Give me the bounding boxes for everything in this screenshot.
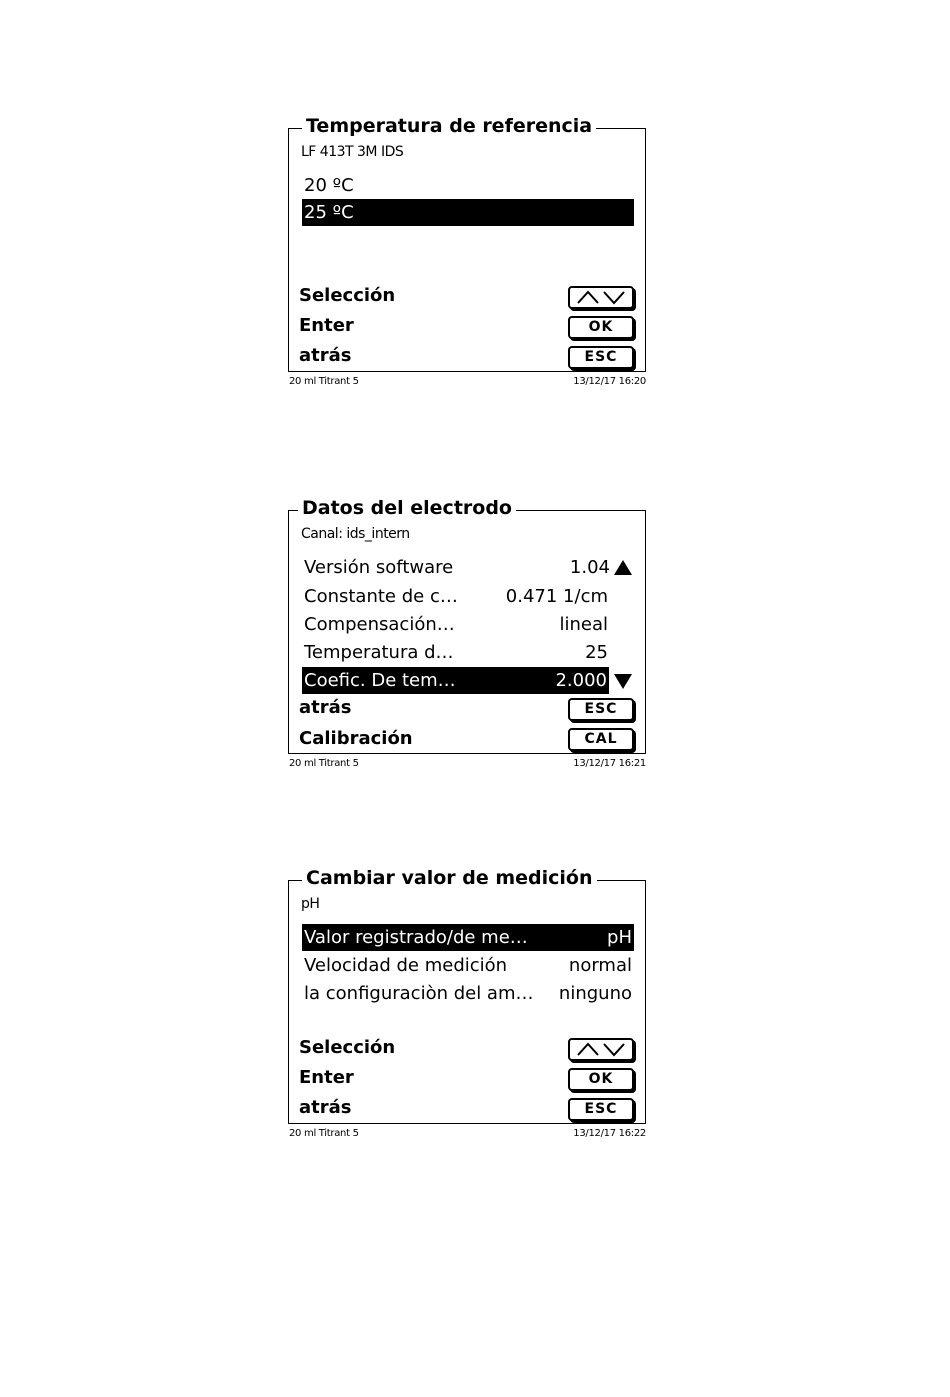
row-value: 1.04 [569, 557, 610, 578]
row-amplifier-config[interactable] [302, 980, 634, 1007]
status-datetime: 13/12/17 16:22 [573, 1128, 646, 1139]
cal-button[interactable]: CAL [568, 728, 634, 751]
row-compensation[interactable] [302, 611, 634, 638]
row-label: Versión software [304, 557, 454, 578]
esc-button[interactable]: ESC [568, 1098, 634, 1121]
row-value: 2.000 [555, 670, 607, 691]
row-label: Velocidad de medición [304, 955, 508, 976]
up-down-arrows-icon [574, 289, 628, 306]
row-label: la configuraciòn del am… [304, 983, 534, 1004]
screen-change-measurement [288, 867, 646, 1144]
screen-subtitle: LF 413T 3M IDS [301, 144, 404, 160]
option-label: 20 ºC [304, 175, 354, 196]
status-instrument: 20 ml Titrant 5 [289, 758, 359, 769]
row-label: Constante de c… [304, 586, 458, 607]
action-label-seleccion: Selección [299, 1037, 396, 1058]
up-down-arrows-icon [574, 1041, 628, 1058]
row-temperature[interactable] [302, 639, 634, 666]
screen-title: Temperatura de referencia [302, 115, 596, 137]
row-label: Temperatura d… [304, 642, 454, 663]
row-measured-value[interactable] [302, 924, 634, 951]
row-label: Coefic. De tem… [304, 670, 456, 691]
screen-subtitle: Canal: ids_intern [301, 526, 410, 542]
row-temp-coefficient[interactable] [302, 667, 609, 694]
action-label-seleccion: Selección [299, 285, 396, 306]
status-datetime: 13/12/17 16:20 [573, 376, 646, 387]
option-20c[interactable] [302, 172, 634, 199]
row-label: Valor registrado/de me… [304, 927, 528, 948]
action-label-atras: atrás [299, 345, 352, 366]
row-value: ninguno [558, 983, 632, 1004]
row-cell-constant[interactable] [302, 583, 634, 610]
row-measurement-speed[interactable] [302, 952, 634, 979]
option-label: 25 ºC [304, 202, 354, 223]
row-label: Compensación… [304, 614, 455, 635]
screen-electrode-data [288, 497, 646, 774]
ok-button[interactable]: OK [568, 316, 634, 339]
row-value: 25 [585, 642, 608, 663]
screen-reference-temperature [288, 115, 646, 392]
row-value: pH [607, 927, 632, 948]
up-down-arrows-button[interactable] [568, 286, 634, 309]
action-label-enter: Enter [299, 1067, 354, 1088]
status-datetime: 13/12/17 16:21 [573, 758, 646, 769]
row-value: lineal [559, 614, 608, 635]
action-label-enter: Enter [299, 315, 354, 336]
scroll-down-icon[interactable] [614, 674, 632, 689]
row-value: 0.471 1/cm [505, 586, 608, 607]
esc-button[interactable]: ESC [568, 346, 634, 369]
status-instrument: 20 ml Titrant 5 [289, 376, 359, 387]
action-label-atras: atrás [299, 697, 352, 718]
screen-title: Cambiar valor de medición [302, 867, 597, 889]
option-25c[interactable] [302, 199, 634, 226]
ok-button[interactable]: OK [568, 1068, 634, 1091]
status-instrument: 20 ml Titrant 5 [289, 1128, 359, 1139]
row-version-software[interactable] [302, 554, 634, 581]
action-label-calibracion: Calibración [299, 728, 413, 749]
up-down-arrows-button[interactable] [568, 1038, 634, 1061]
scroll-up-icon[interactable] [614, 560, 632, 575]
esc-button[interactable]: ESC [568, 698, 634, 721]
screen-subtitle: pH [301, 896, 320, 912]
screen-title: Datos del electrodo [298, 497, 516, 519]
row-value: normal [568, 955, 632, 976]
action-label-atras: atrás [299, 1097, 352, 1118]
